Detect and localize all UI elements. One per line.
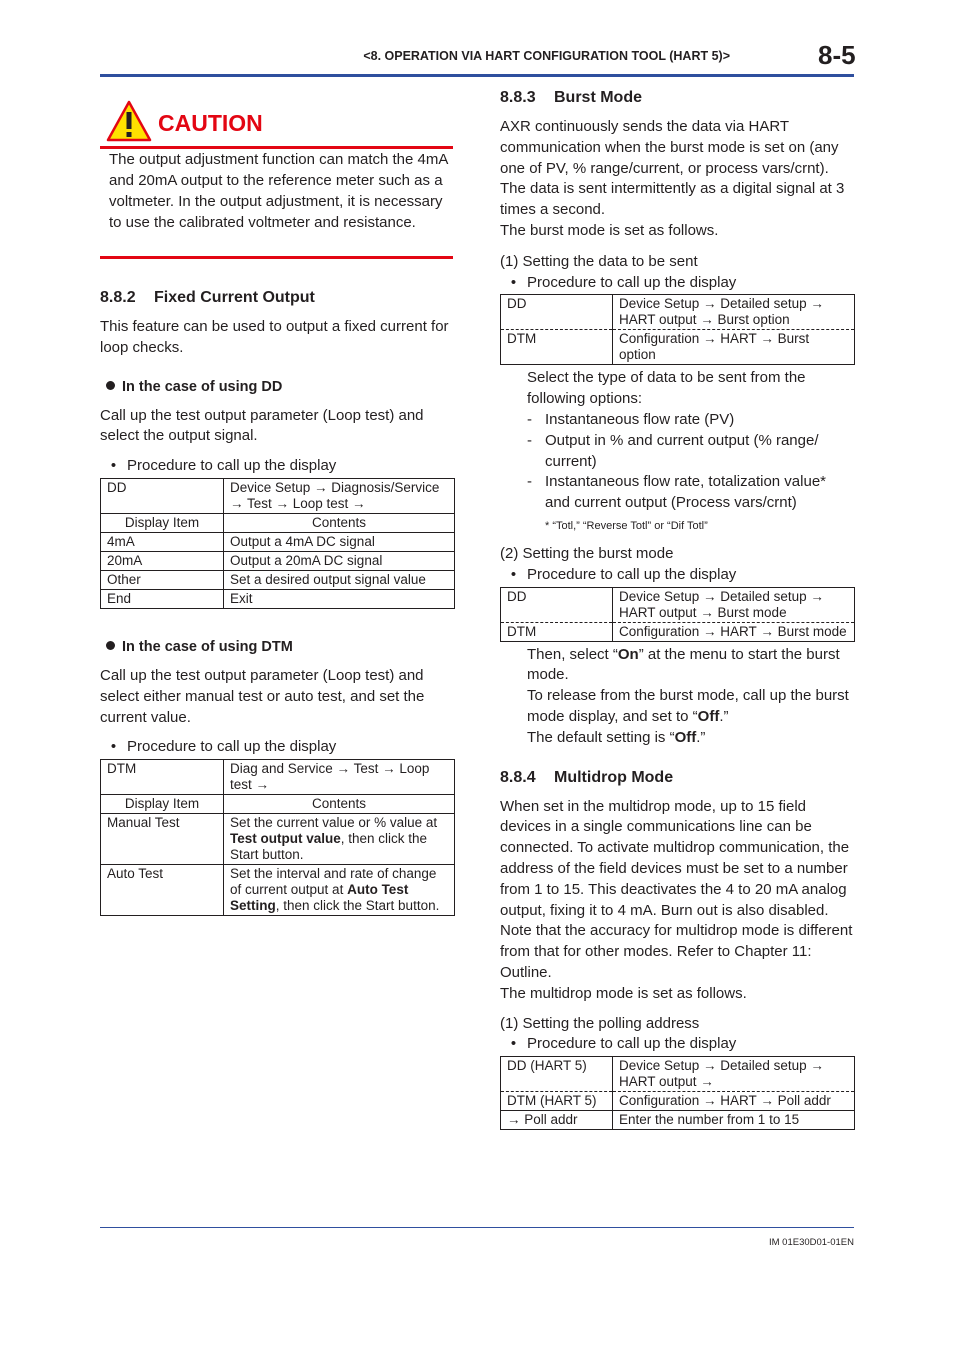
table-cell: Set the interval and rate of change of current output at Auto Test Setting, then click the Start button. [224, 865, 455, 916]
fixed-current-intro: This feature can be used to output a fixed current for loop checks. [100, 318, 449, 356]
footnote: * “Totl,” “Reverse Totl” or “Dif Totl” [545, 519, 708, 532]
multidrop-step-1: (1) Setting the polling address [500, 1014, 700, 1032]
burst-intro: AXR continuously sends the data via HART communication when the burst mode is set on (any one of PV, % range/current, or process vars/crnt). The data is sent intermittently as a digital signal at 3 times a second. [500, 118, 845, 219]
dtm-text: Call up the test output parameter (Loop test) and select either manual test or auto test, and set the current value. [100, 666, 425, 726]
table-cell: DTM [101, 760, 224, 795]
warning-icon [106, 100, 152, 142]
right-column [500, 88, 855, 1130]
header-rule [100, 74, 854, 77]
table-cell: 4mA [101, 532, 224, 551]
burst-then-text: Then, select “On” at the menu to start the burst mode. [527, 645, 840, 684]
multidrop-text-2: Note that the accuracy for multidrop mode is different from that for other modes. Refer to Chapter 11: Outline. [500, 922, 853, 981]
burst-procedure-2: • Procedure to call up the display [510, 565, 737, 583]
table-row [501, 1111, 855, 1130]
table-cell: DD [501, 295, 613, 330]
table-cell: Device Setup → Detailed setup → HART output → Burst mode [613, 587, 855, 622]
bullet-dot-icon [106, 641, 115, 650]
table-header-row [101, 795, 455, 814]
burst-mode-table [500, 587, 855, 642]
table-cell: DTM [501, 330, 613, 365]
burst-default-text: The default setting is “Off.” [527, 728, 706, 746]
burst-step-2: (2) Setting the burst mode [500, 544, 674, 562]
table-cell: Device Setup → Detailed setup → HART output → Burst option [613, 295, 855, 330]
burst-intro-2: The burst mode is set as follows. [500, 221, 719, 239]
burst-option: - Output in % and current output (% range/ current) [527, 431, 819, 470]
table-row [101, 814, 455, 865]
table-cell: Enter the number from 1 to 15 [613, 1111, 855, 1130]
table-cell: 20mA [101, 551, 224, 570]
table-header-row [101, 513, 455, 532]
table-cell: DD (HART 5) [501, 1057, 613, 1092]
burst-data-table [500, 294, 855, 365]
dd-procedure: • Procedure to call up the display [110, 457, 337, 475]
section-title: Fixed Current Output [154, 289, 315, 306]
table-header: Display Item [101, 795, 224, 814]
table-row [501, 622, 855, 641]
table-row [101, 478, 455, 513]
table-cell: DTM (HART 5) [501, 1092, 613, 1111]
table-row [101, 865, 455, 916]
table-cell: Set the current value or % value at Test output value, then click the Start button. [224, 814, 455, 865]
table-row [101, 551, 455, 570]
section-title: Multidrop Mode [554, 768, 674, 786]
table-cell: DTM [501, 622, 613, 641]
table-row [101, 532, 455, 551]
table-cell: Device Setup → Diagnosis/Service → Test → Loop test → [224, 478, 455, 513]
table-cell: Auto Test [101, 865, 224, 916]
table-cell: Exit [224, 589, 455, 608]
caution-box [100, 96, 453, 261]
multidrop-text-3: The multidrop mode is set as follows. [500, 984, 747, 1002]
burst-option: - Instantaneous flow rate, totalization value* and current output (Process vars/crnt) [527, 473, 827, 512]
left-column [100, 96, 455, 916]
dd-heading: In the case of using DD [100, 377, 455, 397]
table-header: Contents [224, 795, 455, 814]
table-row [501, 330, 855, 365]
table-row [501, 587, 855, 622]
multidrop-text-1: When set in the multidrop mode, up to 15 field devices in a single communications line can be connected. To activate multidrop communication, the address of the field devices must be set to a number from 1 to 15. This deactivates the 4 to 20 mA analog output, fixing it to 4 mA. Burn out is also disabled. [500, 797, 850, 919]
table-cell: Other [101, 570, 224, 589]
table-row [501, 1057, 855, 1092]
polling-address-table [500, 1056, 855, 1130]
caution-text: The output adjustment function can match the 4mA and 20mA output to the reference meter such as a voltmeter. In the output adjustment, it is necessary to use the calibrated voltmeter and resistance. [109, 151, 448, 231]
table-cell: Set a desired output signal value [224, 570, 455, 589]
section-heading-8-8-4 [500, 768, 855, 788]
page-number: 8-5 [818, 40, 856, 70]
table-row [501, 295, 855, 330]
dtm-loop-test-table [100, 759, 455, 916]
table-cell: Configuration → HART → Burst mode [613, 622, 855, 641]
table-row [101, 570, 455, 589]
document-id: IM 01E30D01-01EN [768, 1237, 854, 1248]
burst-release-text: To release from the burst mode, call up the burst mode display, and set to “Off.” [527, 687, 849, 725]
table-cell: Output a 20mA DC signal [224, 551, 455, 570]
table-header: Contents [224, 513, 455, 532]
table-cell: → Poll addr [501, 1111, 613, 1130]
dd-loop-test-table [100, 478, 455, 609]
table-header: Display Item [101, 513, 224, 532]
burst-step-1: (1) Setting the data to be sent [500, 252, 698, 270]
dtm-heading: In the case of using DTM [100, 637, 455, 657]
table-cell: End [101, 589, 224, 608]
dtm-procedure: • Procedure to call up the display [110, 738, 337, 756]
dd-text: Call up the test output parameter (Loop test) and select the output signal. [100, 406, 424, 445]
table-cell: Configuration → HART → Burst option [613, 330, 855, 365]
section-number: 8.8.3 [500, 89, 536, 106]
section-number: 8.8.2 [100, 289, 136, 306]
section-number: 8.8.4 [500, 768, 536, 786]
table-cell: DD [101, 478, 224, 513]
burst-procedure-1: • Procedure to call up the display [510, 273, 737, 291]
table-row [101, 589, 455, 608]
table-cell: DD [501, 587, 613, 622]
table-cell: Diag and Service → Test → Loop test → [224, 760, 455, 795]
table-row [501, 1092, 855, 1111]
section-title: Burst Mode [554, 89, 642, 106]
chapter-header: <8. OPERATION VIA HART CONFIGURATION TOOL (HART 5)> [363, 49, 730, 63]
caution-title: CAUTION [158, 110, 263, 136]
table-cell: Manual Test [101, 814, 224, 865]
section-heading-8-8-3 [500, 88, 855, 108]
multidrop-procedure: • Procedure to call up the display [510, 1035, 737, 1053]
caution-bottom-rule [100, 256, 453, 259]
burst-option: - Instantaneous flow rate (PV) [527, 410, 735, 428]
footer-rule [100, 1227, 854, 1228]
burst-select-text: Select the type of data to be sent from the following options: [527, 369, 806, 408]
table-cell: Output a 4mA DC signal [224, 532, 455, 551]
bullet-dot-icon [106, 381, 115, 390]
table-row [101, 760, 455, 795]
table-cell: Configuration → HART → Poll addr [613, 1092, 855, 1111]
table-cell: Device Setup → Detailed setup → HART output → [613, 1057, 855, 1092]
section-heading-8-8-2 [100, 288, 455, 308]
